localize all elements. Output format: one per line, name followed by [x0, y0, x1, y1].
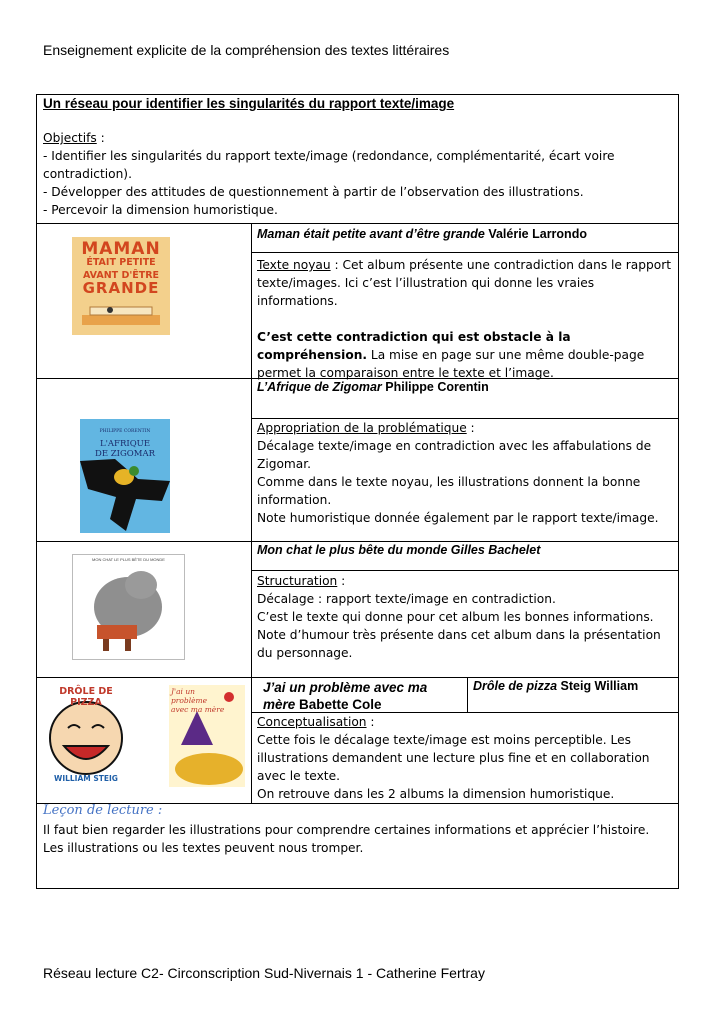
analysis-line: Note humoristique donnée également par le rapport texte/image. — [257, 511, 659, 525]
analysis-line: Décalage texte/image en contradiction avec les affabulations de Zigomar. — [257, 439, 652, 471]
title-divider — [251, 252, 679, 253]
cover-title-line: AVANT D'ÊTRE — [82, 270, 160, 281]
title-column-divider — [467, 677, 468, 712]
row-divider — [36, 541, 679, 542]
objective-item: - Identifier les singularités du rapport texte/image (redondance, complémentarité, écart voire contradiction). — [43, 149, 615, 181]
analysis-line: On retrouve dans les 2 albums la dimension humoristique. — [257, 787, 615, 801]
title-divider — [251, 570, 679, 571]
book-title-zigomar — [257, 380, 489, 394]
book-cover-probleme-mere — [169, 685, 245, 787]
book-cover-zigomar — [80, 419, 170, 533]
analysis-mon-chat — [257, 572, 675, 662]
book-cover-maman — [72, 237, 170, 335]
book-cover-drole-de-pizza — [42, 684, 130, 790]
objective-item: - Développer des attitudes de questionnement à partir de l’observation des illustrations. — [43, 185, 584, 199]
analysis-line: C’est le texte qui donne pour cet album les bonnes informations. — [257, 610, 654, 624]
cover-title-line: avec ma mère — [171, 705, 225, 714]
analysis-text: La mise en page sur une même double-page permet la comparaison entre le texte et l’image. — [257, 348, 645, 380]
analysis-line: Décalage : rapport texte/image en contradiction. — [257, 592, 556, 606]
objectives-list — [43, 129, 673, 219]
analysis-label: Conceptualisation — [257, 715, 367, 729]
book-title: Maman était petite avant d’être grande — [257, 227, 485, 241]
book-author: Babette Cole — [295, 697, 382, 712]
book-title-probleme-mere — [263, 679, 463, 713]
analysis-line: Cette fois le décalage texte/image est moins perceptible. Les illustrations demandent une lecture plus fine et en collaboration avec le texte. — [257, 733, 650, 783]
lesson-text — [43, 821, 673, 857]
cover-title-line: MON CHAT LE PLUS BÊTE DU MONDE — [92, 557, 165, 562]
network-title: Un réseau pour identifier les singularités du rapport texte/image — [43, 96, 455, 111]
book-title-mon-chat — [257, 543, 540, 557]
book-title: L’Afrique de Zigomar — [257, 380, 382, 394]
document-footer: Réseau lecture C2- Circonscription Sud-Nivernais 1 - Catherine Fertray — [43, 965, 485, 981]
analysis-conceptualisation — [257, 713, 677, 803]
analysis-line: Comme dans le texte noyau, les illustrations donnent la bonne information. — [257, 475, 641, 507]
cover-author: WILLIAM STEIG — [54, 774, 118, 783]
book-author: Steig William — [557, 679, 639, 693]
analysis-key-sentence: C’est cette contradiction qui est obstacle à la compréhension. — [257, 330, 571, 362]
book-author: Philippe Corentin — [381, 380, 489, 394]
book-title: Mon chat le plus bête du monde — [257, 543, 448, 557]
analysis-text: : Cet album présente une contradiction dans le rapport texte/images. Ici c’est l’illustration qui donne les vraies informations. — [257, 258, 671, 308]
cover-title-line: DRÔLE DE PIZZA — [59, 686, 113, 708]
objective-item: - Percevoir la dimension humoristique. — [43, 203, 278, 217]
lesson-heading: Leçon de lecture : — [43, 803, 163, 818]
cover-title-line: GRANDE — [82, 279, 160, 297]
lesson-line: Il faut bien regarder les illustrations pour comprendre certaines informations et apprécier l’histoire. — [43, 823, 650, 837]
objectives-label: Objectifs — [43, 131, 97, 145]
book-author: Valérie Larrondo — [484, 227, 587, 241]
analysis-text: : — [466, 421, 475, 435]
book-title-drole-de-pizza — [473, 679, 638, 693]
book-title: Drôle de pizza — [473, 679, 558, 693]
objectives-colon: : — [96, 131, 105, 145]
column-divider — [251, 223, 252, 803]
book-title: J’ai un problème avec ma mère — [263, 680, 428, 712]
cover-title-line: ÉTAIT PETITE — [86, 257, 156, 268]
analysis-maman — [257, 256, 675, 382]
row-divider — [36, 677, 679, 678]
cover-title-line: L'AFRIQUE — [99, 439, 151, 449]
analysis-line: Note d’humour très présente dans cet album dans la présentation du personnage. — [257, 628, 661, 660]
analysis-text: : — [337, 574, 346, 588]
cover-title-line: DE ZIGOMAR — [95, 449, 155, 459]
objectives-block — [43, 96, 673, 219]
book-title-maman — [257, 227, 587, 241]
analysis-label: Structuration — [257, 574, 338, 588]
analysis-label: Texte noyau — [257, 258, 331, 272]
book-cover-mon-chat — [72, 554, 185, 660]
cover-author: PHILIPPE CORENTIN — [99, 429, 151, 434]
row-divider — [36, 223, 679, 224]
book-author: Gilles Bachelet — [447, 543, 541, 557]
lesson-line: Les illustrations ou les textes peuvent nous tromper. — [43, 841, 364, 855]
analysis-text: : — [366, 715, 375, 729]
analysis-label: Appropriation de la problématique — [257, 421, 467, 435]
cover-title-line: MAMAN — [81, 239, 161, 259]
analysis-zigomar — [257, 419, 675, 527]
cover-title-line: J'ai un problème — [171, 687, 208, 705]
cover-illustration — [73, 555, 184, 659]
document-header: Enseignement explicite de la compréhension des textes littéraires — [43, 42, 450, 58]
